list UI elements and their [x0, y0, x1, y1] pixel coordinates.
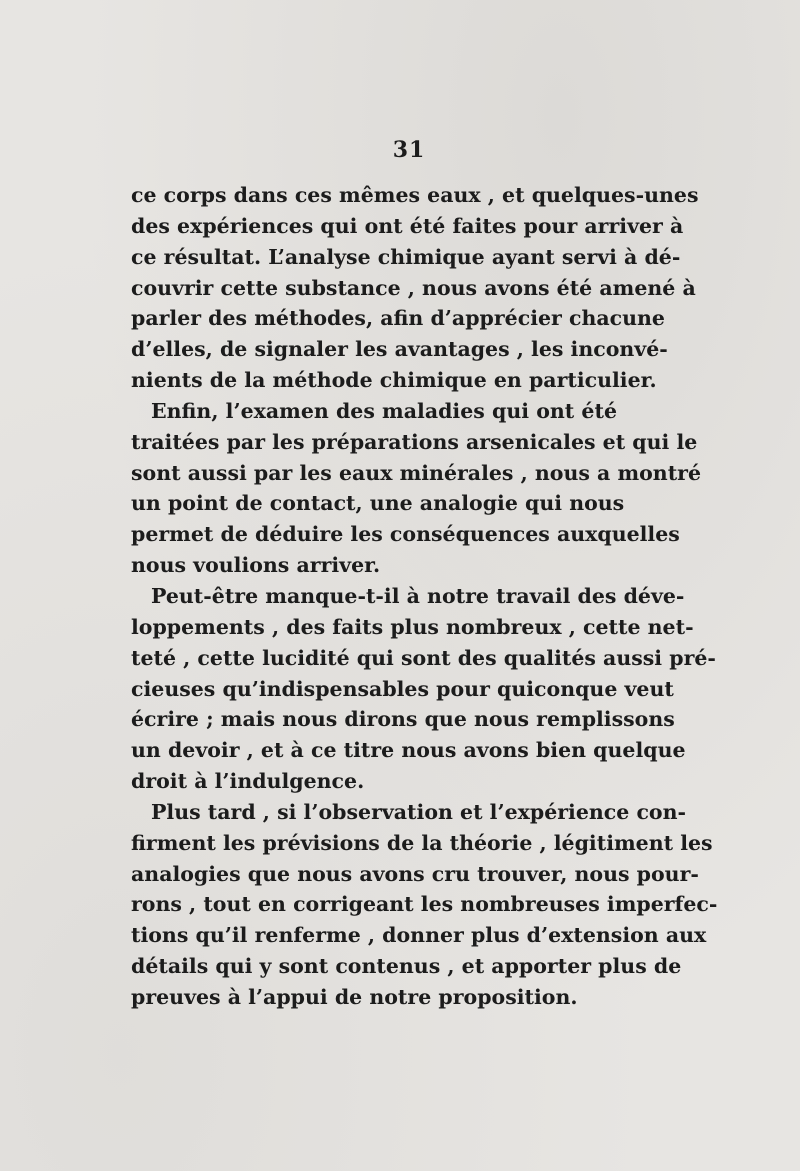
text-line: firment les prévisions de la théorie , légitiment les [131, 830, 713, 855]
paragraph [131, 396, 702, 581]
text-line: des expériences qui ont été faites pour arriver à [131, 213, 684, 238]
text-line: Enfin, l’examen des maladies qui ont été [151, 398, 617, 423]
text-line: loppements , des faits plus nombreux , cette net- [131, 614, 694, 639]
text-line: sont aussi par les eaux minérales , nous a montré [131, 460, 702, 485]
page-number: 31 [392, 137, 426, 163]
text-line: cieuses qu’indispensables pour quiconque veut [131, 676, 674, 701]
text-line: droit à l’indulgence. [131, 769, 365, 794]
text-line: analogies que nous avons cru trouver, nous pour- [131, 861, 699, 886]
text-line: Peut-être manque-t-il à notre travail des déve- [151, 583, 685, 608]
text-line: nients de la méthode chimique en particulier. [131, 368, 657, 393]
text-line: parler des méthodes, afin d’apprécier chacune [131, 306, 665, 331]
text-line: teté , cette lucidité qui sont des qualités aussi pré- [131, 645, 716, 670]
text-line: ce corps dans ces mêmes eaux , et quelques-unes [131, 183, 699, 207]
text-line: écrire ; mais nous dirons que nous remplissons [131, 707, 675, 732]
body-text [131, 180, 718, 1013]
text-line: d’elles, de signaler les avantages , les inconvé- [131, 337, 668, 362]
text-line: couvrir cette substance , nous avons été amené à [131, 275, 696, 300]
text-line: rons , tout en corrigeant les nombreuses imperfec- [131, 892, 718, 917]
text-line: un point de contact, une analogie qui nous [131, 491, 625, 516]
text-line: traitées par les préparations arsenicales et qui le [131, 429, 698, 454]
text-line: détails qui y sont contenus , et apporter plus de [131, 954, 682, 979]
text-line: un devoir , et à ce titre nous avons bien quelque [131, 738, 686, 763]
text-line: nous voulions arriver. [131, 553, 381, 578]
paragraph [131, 581, 716, 797]
text-line: preuves à l’appui de notre proposition. [131, 984, 578, 1009]
text-line: permet de déduire les conséquences auxquelles [131, 522, 680, 547]
text-line: ce résultat. L’analyse chimique ayant servi à dé- [131, 244, 681, 269]
text-line: tions qu’il renferme , donner plus d’extension aux [131, 923, 707, 948]
paragraph [131, 180, 699, 396]
paragraph [131, 797, 718, 1013]
text-line: Plus tard , si l’observation et l’expérience con- [151, 799, 687, 824]
